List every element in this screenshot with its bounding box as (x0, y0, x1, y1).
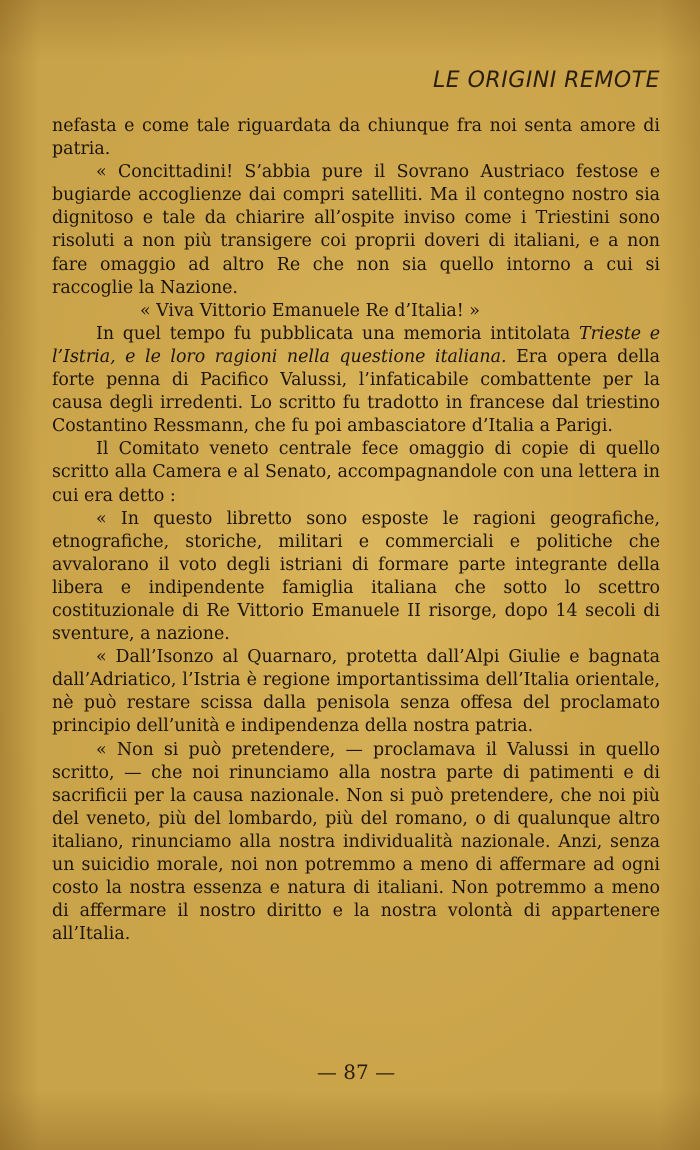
running-head: LE ORIGINI REMOTE (432, 68, 660, 93)
paragraph-proclamation: « Concittadini! S’abbia pure il Sovrano Austriaco festose e bugiarde accoglienze dai compri satelliti. Ma il contegno nostro sia dignitoso e tale da chiarire all’ospite inviso come i Triestini sono risoluti a non più transigere coi proprii doveri di italiani, e a non fare omaggio ad altro Re che non sia quello intorno a cui si raccoglie la Nazione. (52, 162, 660, 298)
paragraph-valussi: « Non si può pretendere, — proclamava il Valussi in quello scritto, — che noi rinunciamo alla nostra parte di patimenti e di sacrificii per la causa nazionale. Non si può pretendere, che noi più del veneto, più del lombardo, più del romano, o di qualunque altro italiano, rinunciamo alla nostra individualità nazionale. Anzi, senza un suicidio morale, noi non potremmo a meno di affermare ad ogni costo la nostra essenza e natura di italiani. Non potremmo a meno di affermare il nostro diritto e la nostra volontà di appartenere all’Italia. (52, 739, 660, 945)
paragraph-memoria (52, 323, 660, 438)
paragraph-continuation: nefasta e come tale riguardata da chiunque fra noi senta amore di patria. (52, 116, 660, 160)
book-page (52, 0, 660, 1150)
memoria-intro: In quel tempo fu pubblicata una memoria intitolata (96, 323, 571, 344)
paragraph-viva: « Viva Vittorio Emanuele Re d’Italia! » (140, 300, 480, 321)
paragraph-comitato: Il Comitato veneto centrale fece omaggio di copie di quello scritto alla Camera e al Senato, accompagnandole con una lettera in cui era detto : (52, 439, 660, 506)
paragraph-libretto: « In questo libretto sono esposte le ragioni geografiche, etnografiche, storiche, militari e commerciali e politiche che avvalorano il voto degli istriani di formare parte integrante della libera e indipendente famiglia italiana che sotto lo scettro costituzionale di Re Vittorio Emanuele II risorge, dopo 14 secoli di sventure, a nazione. (52, 508, 660, 645)
memoria-rest: Era opera della forte penna di Pacifico Valussi, l’infaticabile combattente per la causa degli irredenti. Lo scritto fu tradotto in francese dal triestino Costantino Ressmann, che fu poi ambasciatore d’Italia a Parigi. (52, 346, 661, 437)
body-text (52, 115, 660, 946)
memoria-title: Trieste e l’Istria, e le loro ragioni nella questione italiana. (52, 323, 660, 367)
paragraph-isonzo: « Dall’Isonzo al Quarnaro, protetta dall’Alpi Giulie e bagnata dall’Adriatico, l’Istria è regione importantissima dell’Italia orientale, nè può restare scissa dalla penisola senza offesa del proclamato principio dell’unità e indipendenza della nostra patria. (52, 647, 660, 737)
page-number: — 87 — (316, 1060, 396, 1084)
